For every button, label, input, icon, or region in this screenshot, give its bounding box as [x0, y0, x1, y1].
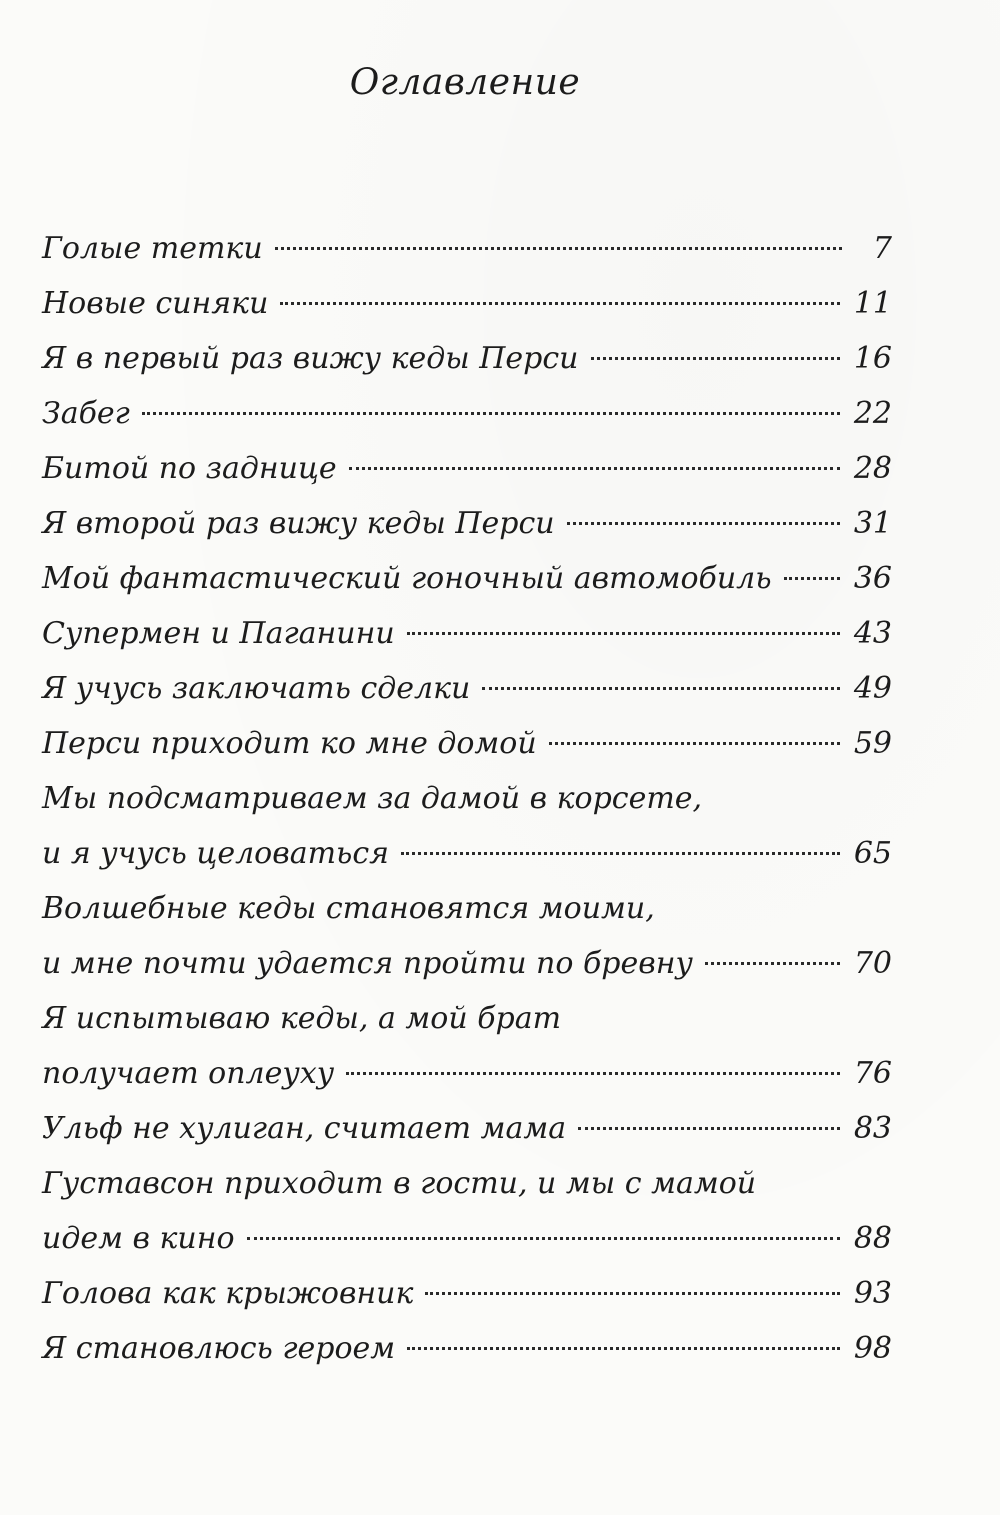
- page-number: 16: [853, 341, 892, 376]
- toc-entry[interactable]: [42, 496, 892, 551]
- toc-entry-line-last: [42, 716, 892, 771]
- toc-entry[interactable]: [42, 881, 892, 991]
- page-number: 65: [853, 836, 892, 871]
- toc-entry[interactable]: [42, 331, 892, 386]
- chapter-title-text: Густавсон приходит в гости, и мы с мамой: [42, 1166, 757, 1201]
- page-number: 7: [872, 231, 892, 266]
- dot-leader: [142, 412, 840, 415]
- chapter-title-text: Я становлюсь героем: [42, 1331, 396, 1366]
- chapter-title-text: и мне почти удается пройти по бревну: [42, 946, 693, 981]
- toc-entry-line-last: [42, 936, 892, 991]
- chapter-title-text: Мы подсматриваем за дамой в корсете,: [42, 781, 703, 816]
- page-number: 83: [853, 1111, 892, 1146]
- dot-leader: [247, 1237, 840, 1240]
- page-number: 28: [853, 451, 892, 486]
- chapter-title-text: Перси приходит ко мне домой: [42, 726, 537, 761]
- chapter-title-text: Битой по заднице: [42, 451, 337, 486]
- toc-entry[interactable]: [42, 771, 892, 881]
- toc-entry-line-last: [42, 826, 892, 881]
- toc-entry-line-last: [42, 1211, 892, 1266]
- dot-leader: [567, 522, 840, 525]
- toc-entry[interactable]: [42, 606, 892, 661]
- page-number: 43: [853, 616, 892, 651]
- dot-leader: [425, 1292, 839, 1295]
- page-number: 49: [853, 671, 892, 706]
- dot-leader: [275, 247, 842, 250]
- chapter-title-text: Забег: [42, 396, 130, 431]
- chapter-title-text: Голова как крыжовник: [42, 1276, 414, 1311]
- chapter-title-text: Новые синяки: [42, 286, 269, 321]
- toc-entry[interactable]: [42, 276, 892, 331]
- dot-leader: [280, 302, 839, 305]
- toc-entry[interactable]: [42, 1101, 892, 1156]
- dot-leader: [549, 742, 840, 745]
- toc-entry-line: [42, 881, 892, 936]
- page-number: 93: [853, 1276, 892, 1311]
- chapter-title-text: Голые тетки: [42, 231, 263, 266]
- page-number: 76: [853, 1056, 892, 1091]
- toc-entry-line-last: [42, 386, 892, 441]
- chapter-title-text: получает оплеуху: [42, 1056, 335, 1091]
- page-number: 22: [853, 396, 892, 431]
- toc-entry-line-last: [42, 1321, 892, 1376]
- toc-entry[interactable]: [42, 551, 892, 606]
- page-number: 98: [853, 1331, 892, 1366]
- dot-leader: [407, 632, 840, 635]
- chapter-title-text: Я учусь заключать сделки: [42, 671, 471, 706]
- dot-leader: [349, 467, 840, 470]
- toc-entry-line-last: [42, 276, 892, 331]
- page-title: Оглавление: [349, 62, 581, 103]
- toc-entry-line-last: [42, 1046, 892, 1101]
- chapter-title-text: Волшебные кеды становятся моими,: [42, 891, 655, 926]
- toc-entry[interactable]: [42, 1156, 892, 1266]
- dot-leader: [346, 1072, 840, 1075]
- toc-entry-line: [42, 771, 892, 826]
- toc-entry-line-last: [42, 1101, 892, 1156]
- dot-leader: [482, 687, 839, 690]
- toc-entry-line-last: [42, 331, 892, 386]
- chapter-title-text: Я испытываю кеды, а мой брат: [42, 1001, 562, 1036]
- toc-entry-line: [42, 991, 892, 1046]
- page-number: 36: [853, 561, 892, 596]
- dot-leader: [401, 852, 840, 855]
- chapter-title-text: Я в первый раз вижу кеды Перси: [42, 341, 579, 376]
- toc-entry[interactable]: [42, 441, 892, 496]
- toc-entry-line-last: [42, 221, 892, 276]
- page-number: 31: [853, 506, 892, 541]
- toc-entry[interactable]: [42, 1321, 892, 1376]
- toc-entry[interactable]: [42, 716, 892, 771]
- toc-entry[interactable]: [42, 661, 892, 716]
- toc-entry-line-last: [42, 1266, 892, 1321]
- dot-leader: [591, 357, 840, 360]
- dot-leader: [407, 1347, 840, 1350]
- toc-entry-line-last: [42, 496, 892, 551]
- toc-entry-line: [42, 1156, 892, 1211]
- dot-leader: [705, 962, 840, 965]
- page-number: 70: [853, 946, 892, 981]
- toc-entry[interactable]: [42, 1266, 892, 1321]
- toc-entry-line-last: [42, 661, 892, 716]
- page-number: 11: [853, 286, 892, 321]
- chapter-title-text: и я учусь целоваться: [42, 836, 390, 871]
- page-number: 59: [853, 726, 892, 761]
- chapter-title-text: Супермен и Паганини: [42, 616, 395, 651]
- chapter-title-text: Мой фантастический гоночный автомобиль: [42, 561, 772, 596]
- toc-entry[interactable]: [42, 221, 892, 276]
- page-number: 88: [853, 1221, 892, 1256]
- toc-entry-line-last: [42, 441, 892, 496]
- dot-leader: [784, 577, 840, 580]
- chapter-title-text: идем в кино: [42, 1221, 235, 1256]
- table-of-contents: [42, 221, 892, 1376]
- toc-entry[interactable]: [42, 991, 892, 1101]
- chapter-title-text: Ульф не хулиган, считает мама: [42, 1111, 567, 1146]
- toc-entry-line-last: [42, 551, 892, 606]
- toc-entry-line-last: [42, 606, 892, 661]
- toc-entry[interactable]: [42, 386, 892, 441]
- chapter-title-text: Я второй раз вижу кеды Перси: [42, 506, 555, 541]
- dot-leader: [578, 1127, 840, 1130]
